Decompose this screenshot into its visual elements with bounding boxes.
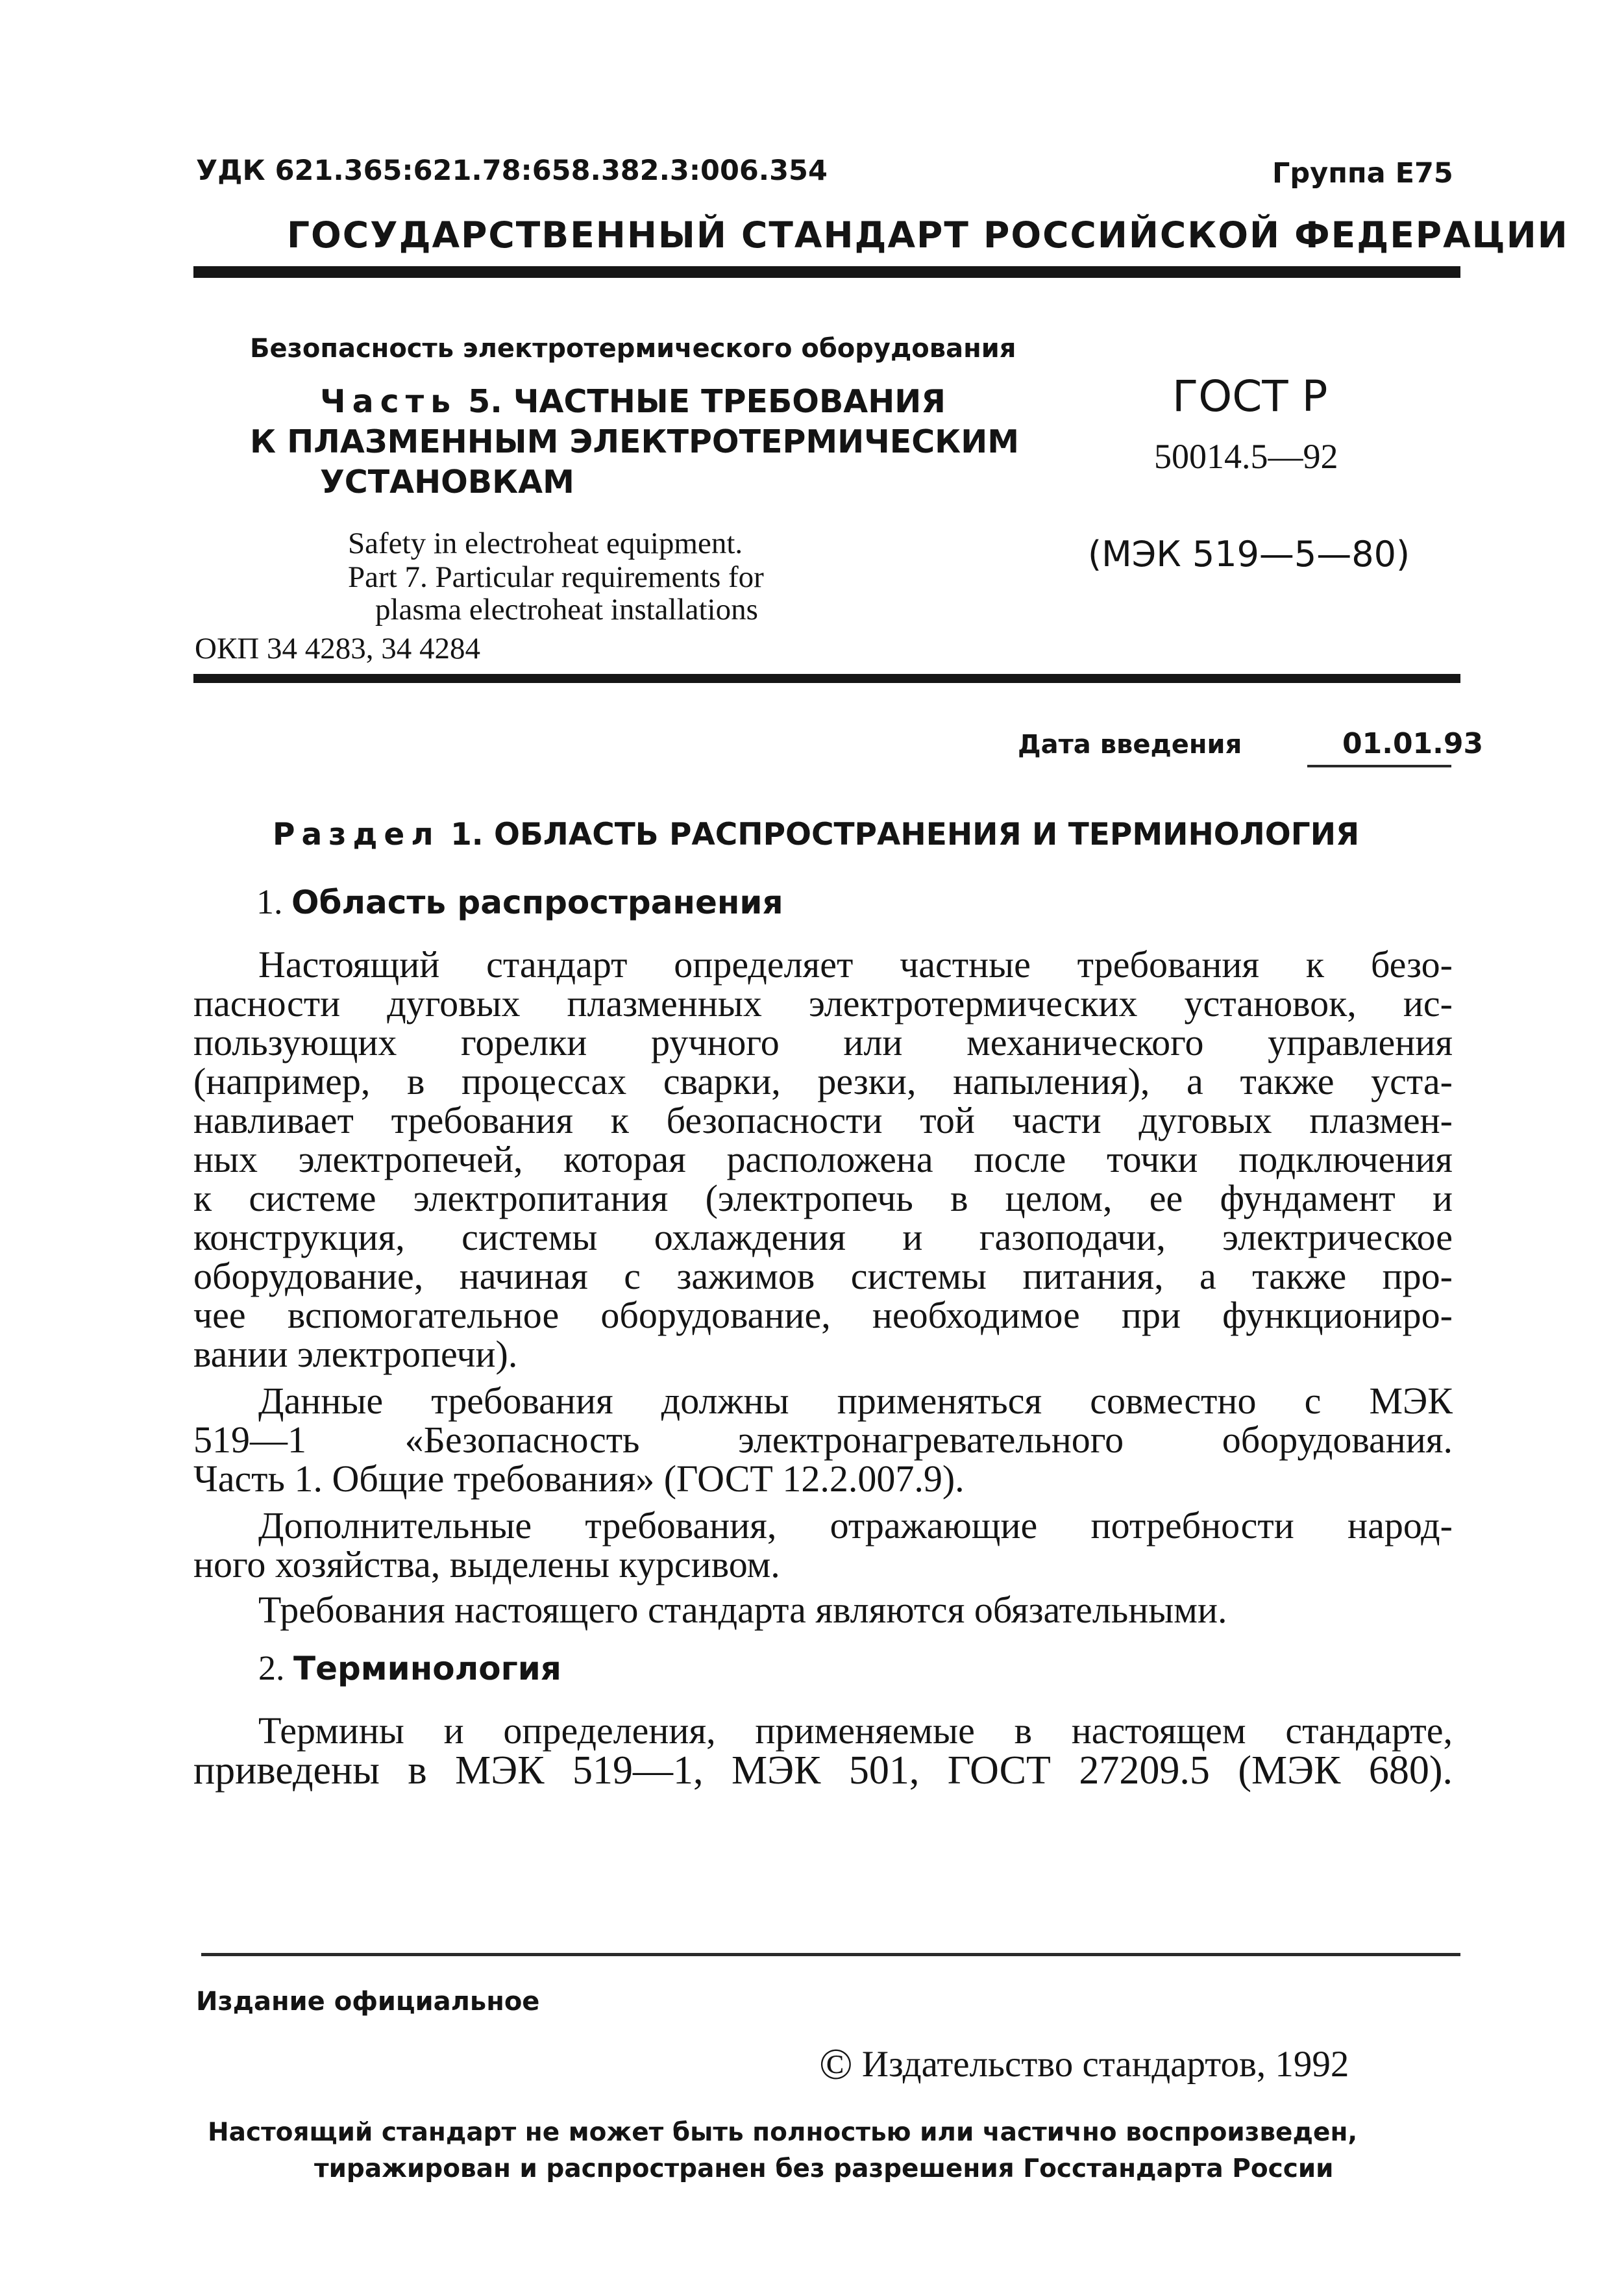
gost-number: 50014.5—92 <box>1154 437 1338 476</box>
copyright-text: Издательство стандартов, 1992 <box>861 2044 1349 2085</box>
body-line: Настоящий стандарт определяет частные требования к безо- <box>258 943 1453 986</box>
body-line: пользующих горелки ручного или механического управления <box>193 1021 1453 1063</box>
part-title <box>320 383 946 420</box>
title-line-2: УСТАНОВКАМ <box>320 464 574 501</box>
gost-label: ГОСТ Р <box>1172 371 1328 421</box>
clause-2-heading <box>258 1648 561 1688</box>
body-line: приведены в МЭК 519—1, МЭК 501, ГОСТ 27209.5 (МЭК 680). <box>193 1748 1453 1793</box>
body-line: оборудование, начиная с зажимов системы питания, а также про- <box>193 1255 1453 1297</box>
body-line: Термины и определения, применяемые в настоящем стандарте, <box>258 1709 1453 1752</box>
state-standard-title: ГОСУДАРСТВЕННЫЙ СТАНДАРТ РОССИЙСКОЙ ФЕДЕРАЦИИ <box>287 214 1569 256</box>
english-title-line-2: Part 7. Particular requirements for <box>348 560 764 594</box>
series-title: Безопасность электротермического оборудования <box>250 334 1016 364</box>
body-line: к системе электропитания (электропечь в целом, ее фундамент и <box>193 1177 1453 1219</box>
clause-1-heading <box>256 882 783 922</box>
title-block-rule <box>193 674 1460 683</box>
official-edition: Издание официальное <box>196 1987 540 2017</box>
part-label: Часть <box>320 383 458 420</box>
body-line: чее вспомогательное оборудование, необходимое при функциониро- <box>193 1294 1453 1336</box>
iec-reference: (МЭК 519—5—80) <box>1088 534 1410 575</box>
clause-1-title: Область распространения <box>291 884 783 921</box>
copyright-icon: © <box>819 2039 853 2089</box>
section-label: Раздел <box>273 817 440 852</box>
body-line: пасности дуговых плазменных электротермических установок, ис- <box>193 982 1453 1025</box>
clause-2-title: Терминология <box>293 1650 561 1687</box>
body-line: вании электропечи). <box>193 1333 518 1375</box>
udk-code: УДК 621.365:621.78:658.382.3:006.354 <box>196 155 828 187</box>
body-line: Дополнительные требования, отражающие потребности народ- <box>258 1504 1453 1547</box>
clause-1-number: 1. <box>256 882 283 921</box>
title-line-1: К ПЛАЗМЕННЫМ ЭЛЕКТРОТЕРМИЧЕСКИМ <box>250 423 1019 460</box>
header-rule <box>193 266 1460 278</box>
body-line: Данные требования должны применяться совместно с МЭК <box>258 1380 1453 1422</box>
section-heading <box>273 817 1359 852</box>
copyright-notice-line-2: тиражирован и распространен без разрешения Госстандарта России <box>314 2154 1334 2183</box>
body-line: 519—1 «Безопасность электронагревательного оборудования. <box>193 1419 1453 1461</box>
body-line: ного хозяйства, выделены курсивом. <box>193 1543 780 1585</box>
group-code: Группа Е75 <box>1272 157 1453 190</box>
okp-code: ОКП 34 4283, 34 4284 <box>195 632 480 665</box>
body-line: Часть 1. Общие требования» (ГОСТ 12.2.007.9). <box>193 1458 965 1500</box>
clause-2-number: 2. <box>258 1648 285 1687</box>
footer-rule <box>201 1953 1460 1956</box>
body-line: Требования настоящего стандарта являются обязательными. <box>258 1589 1227 1631</box>
section-rest: 1. ОБЛАСТЬ РАСПРОСТРАНЕНИЯ И ТЕРМИНОЛОГИЯ <box>450 817 1360 852</box>
intro-date-value: 01.01.93 <box>1342 727 1484 760</box>
body-line: конструкция, системы охлаждения и газоподачи, электрическое <box>193 1216 1453 1258</box>
body-line: ных электропечей, которая расположена после точки подключения <box>193 1138 1453 1180</box>
copyright-line <box>819 2036 1349 2087</box>
copyright-notice-line-1: Настоящий стандарт не может быть полностью или частично воспроизведен, <box>208 2118 1358 2147</box>
body-line: навливает требования к безопасности той части дуговых плазмен- <box>193 1099 1453 1141</box>
intro-date-label: Дата введения <box>1018 730 1242 760</box>
part-rest: 5. ЧАСТНЫЕ ТРЕБОВАНИЯ <box>468 383 946 420</box>
body-line: (например, в процессах сварки, резки, напыления), а также уста- <box>193 1060 1453 1102</box>
intro-date-underline <box>1307 765 1451 767</box>
english-title-line-1: Safety in electroheat equipment. <box>348 527 743 560</box>
english-title-line-3: plasma electroheat installations <box>375 593 758 627</box>
